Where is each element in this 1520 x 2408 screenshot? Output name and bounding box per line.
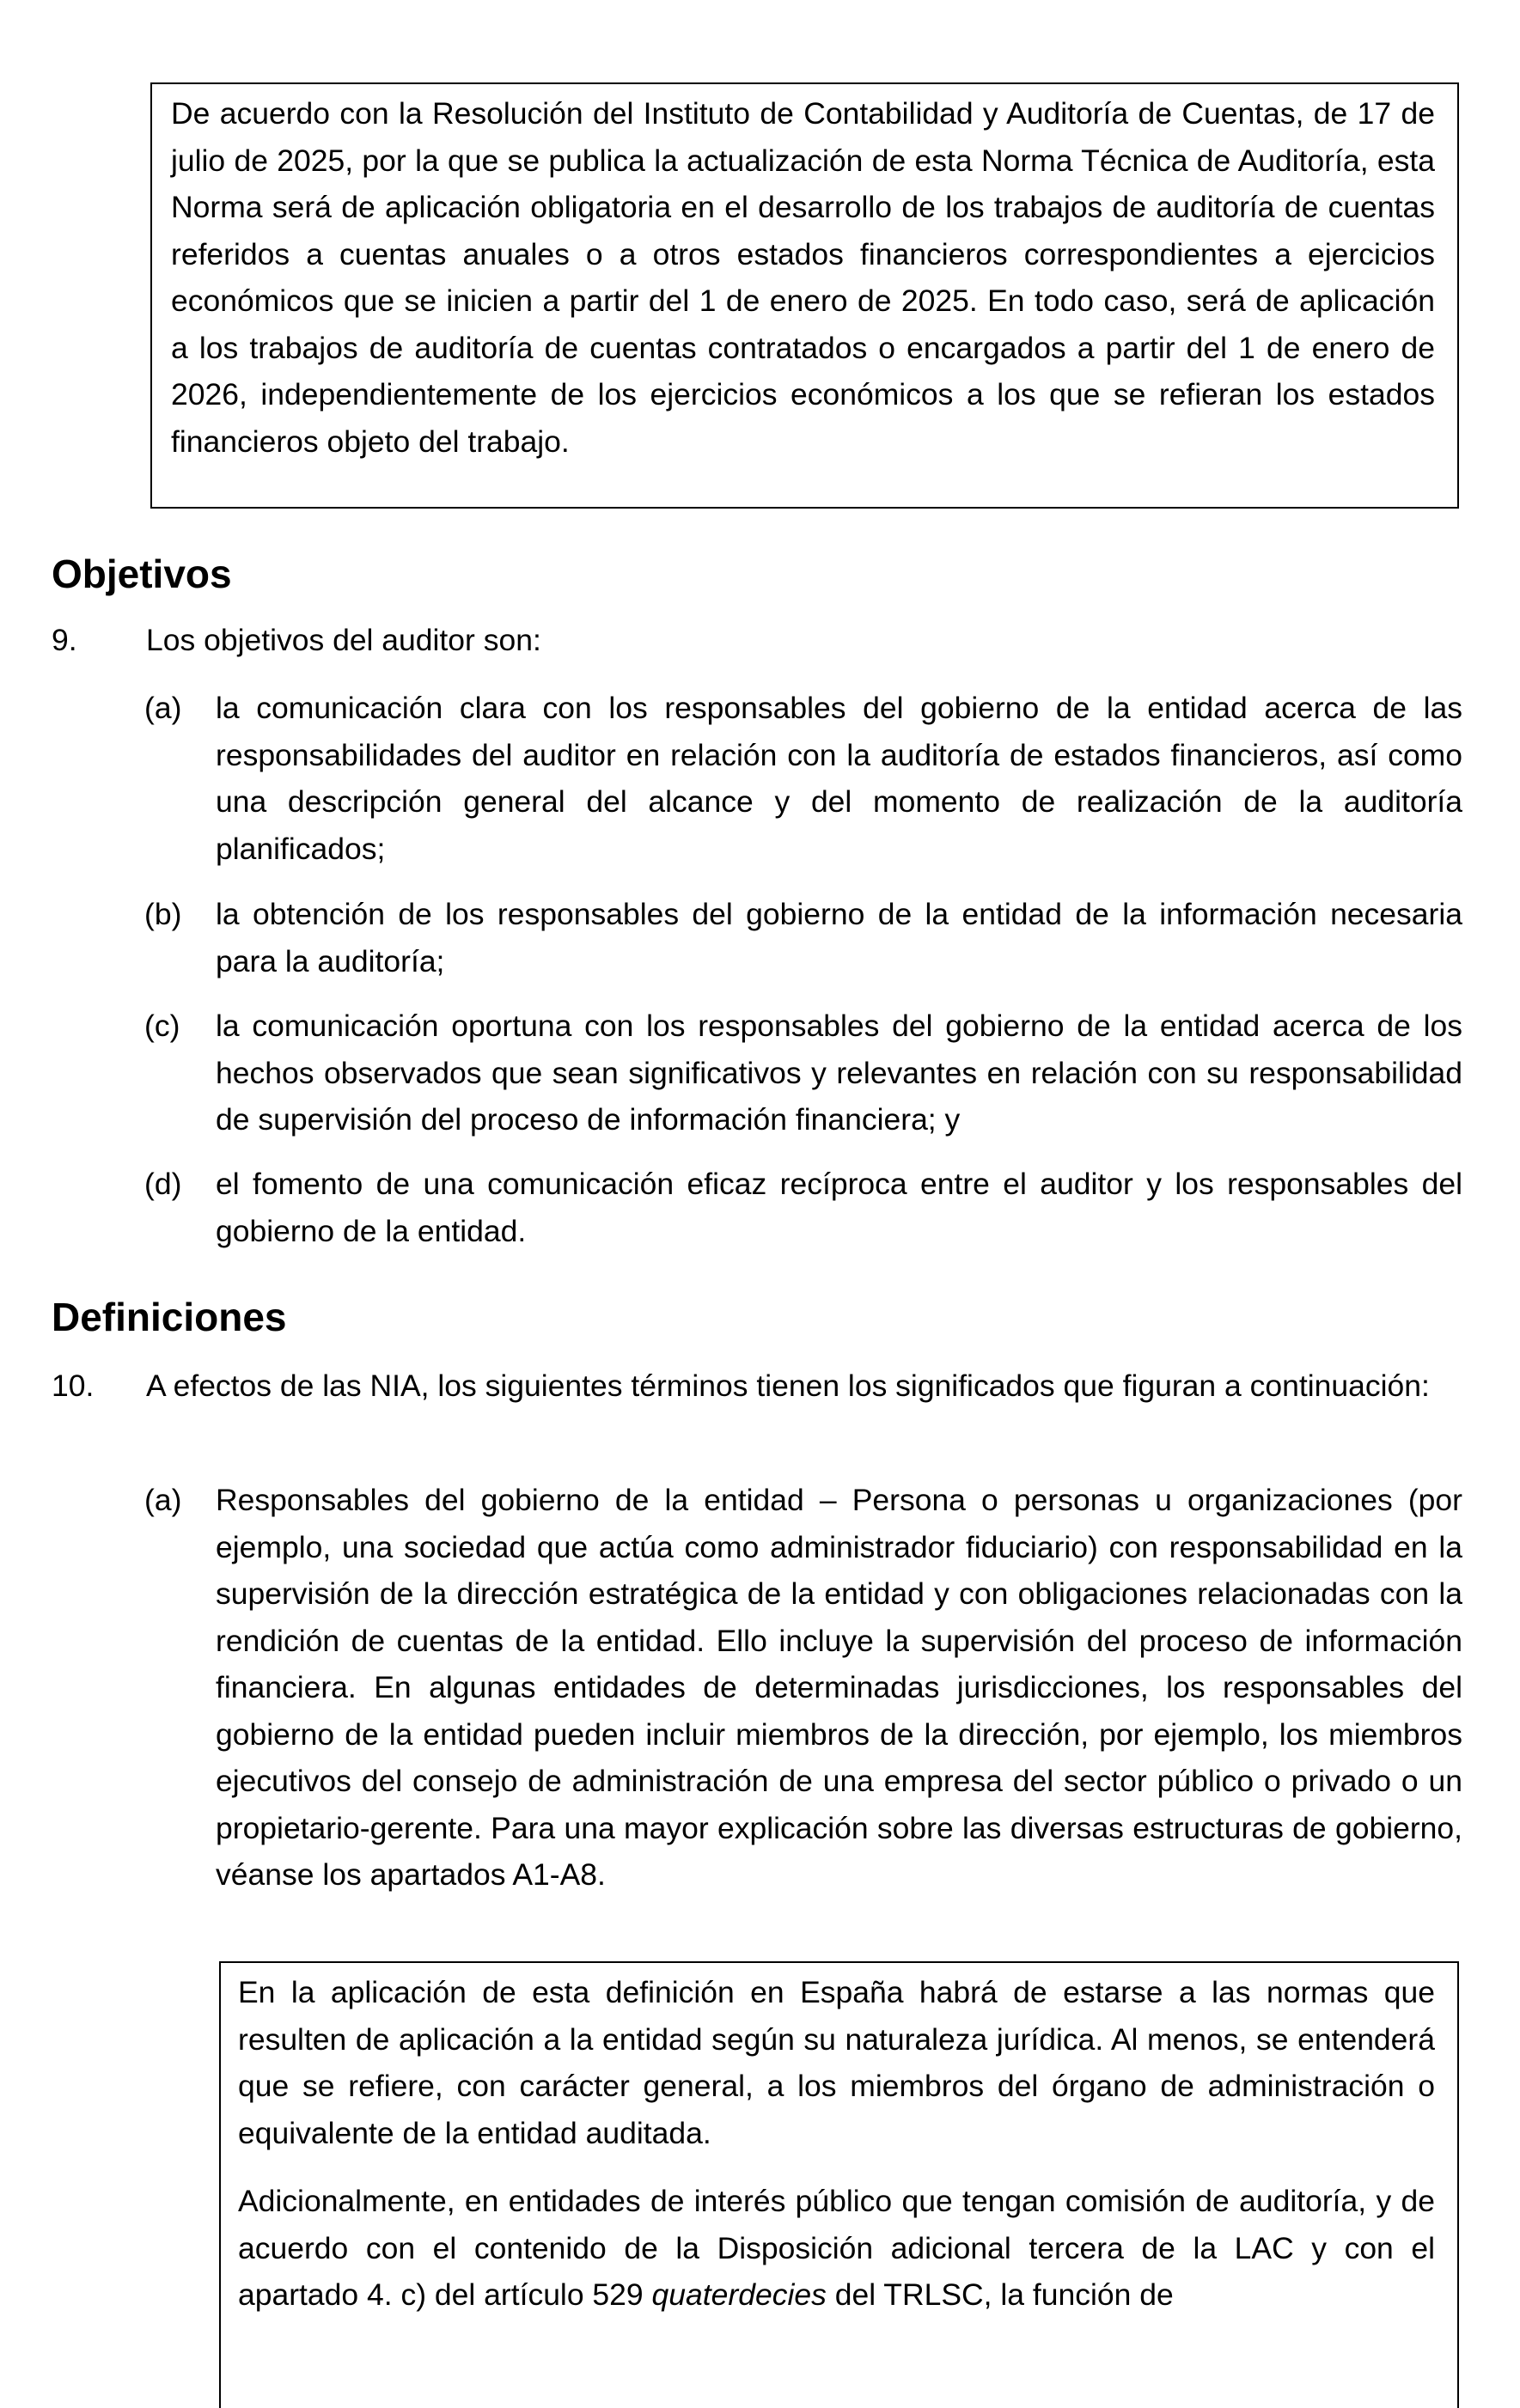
note-box-top <box>150 82 1459 509</box>
list-item <box>144 1003 1462 1143</box>
list-item-label: (b) <box>144 897 182 931</box>
paragraph-text: A efectos de las NIA, los siguientes términos tienen los significados que figuran a continuación: <box>146 1369 1430 1403</box>
paragraph-text: Los objetivos del auditor son: <box>146 623 541 657</box>
text-run: del TRLSC, la función de <box>834 2277 1174 2312</box>
note-box-bottom <box>219 1961 1459 2408</box>
definition-item <box>144 1477 1462 1899</box>
list-item-text: la obtención de los responsables del gobierno de la entidad de la información necesaria para la auditoría; <box>216 897 1462 978</box>
section-heading-definiciones: Definiciones <box>52 1295 287 1339</box>
list-item-label: (c) <box>144 1009 180 1043</box>
list-item <box>144 891 1462 985</box>
paragraph-9 <box>52 617 1462 664</box>
paragraph-number: 9. <box>52 623 77 657</box>
list-item <box>144 685 1462 872</box>
paragraph-number: 10. <box>52 1369 95 1403</box>
list-item-text: el fomento de una comunicación eficaz recíproca entre el auditor y los responsables del gobierno de la entidad. <box>216 1167 1462 1248</box>
text-run: Adicionalmente, en entidades de interés público que tengan comisión de auditoría, y de acuerdo con el contenido de la Disposición adicional tercera de la LAC y con el apartado 4. c) del artículo 529 <box>238 2184 1435 2312</box>
list-item <box>144 1161 1462 1254</box>
list-item-label: (a) <box>144 691 182 725</box>
note-box-bottom-para-1: En la aplicación de esta definición en España habrá de estarse a las normas que resulten de aplicación a la entidad según su naturaleza jurídica. Al menos, se entenderá que se refiere, con carácter general, a los miembros del órgano de administración o equivalente de la entidad auditada. <box>238 1975 1435 2150</box>
note-box-top-text: De acuerdo con la Resolución del Instituto de Contabilidad y Auditoría de Cuentas, de 17 de julio de 2025, por la que se publica la actualización de esta Norma Técnica de Auditoría, esta Norma será de aplicación obligatoria en el desarrollo de los trabajos de auditoría de cuentas referidos a cuentas anuales o a otros estados financieros correspondientes a ejercicios económicos que se inicien a partir del 1 de enero de 2025. En todo caso, será de aplicación a los trabajos de auditoría de cuentas contratados o encargados a partir del 1 de enero de 2026, independientemente de los ejercicios económicos a los que se refieran los estados financieros objeto del trabajo. <box>171 96 1435 459</box>
list-item-label: (a) <box>144 1483 182 1517</box>
note-box-bottom-para-2 <box>238 2178 1435 2319</box>
list-item-text: la comunicación clara con los responsables del gobierno de la entidad acerca de las responsabilidades del auditor en relación con la auditoría de estados financieros, así como una descripción general del alcance y del momento de realización de la auditoría planificados; <box>216 691 1462 866</box>
definition-text: Responsables del gobierno de la entidad – Persona o personas u organizaciones (por ejemplo, una sociedad que actúa como administrador fiduciario) con responsabilidad en la supervisión de la dirección estratégica de la entidad y con obligaciones relacionadas con la rendición de cuentas de la entidad. Ello incluye la supervisión del proceso de información financiera. En algunas entidades de determinadas jurisdicciones, los responsables del gobierno de la entidad pueden incluir miembros de la dirección, por ejemplo, los miembros ejecutivos del consejo de administración de una empresa del sector público o privado o un propietario-gerente. Para una mayor explicación sobre las diversas estructuras de gobierno, véanse los apartados A1-A8. <box>216 1483 1462 1892</box>
italic-term: quaterdecies <box>651 2277 827 2312</box>
section-heading-objetivos: Objetivos <box>52 552 232 596</box>
list-item-text: la comunicación oportuna con los responsables del gobierno de la entidad acerca de los hechos observados que sean significativos y relevantes en relación con su responsabilidad de supervisión del proceso de información financiera; y <box>216 1009 1462 1137</box>
list-item-label: (d) <box>144 1167 182 1201</box>
paragraph-10 <box>52 1363 1462 1410</box>
